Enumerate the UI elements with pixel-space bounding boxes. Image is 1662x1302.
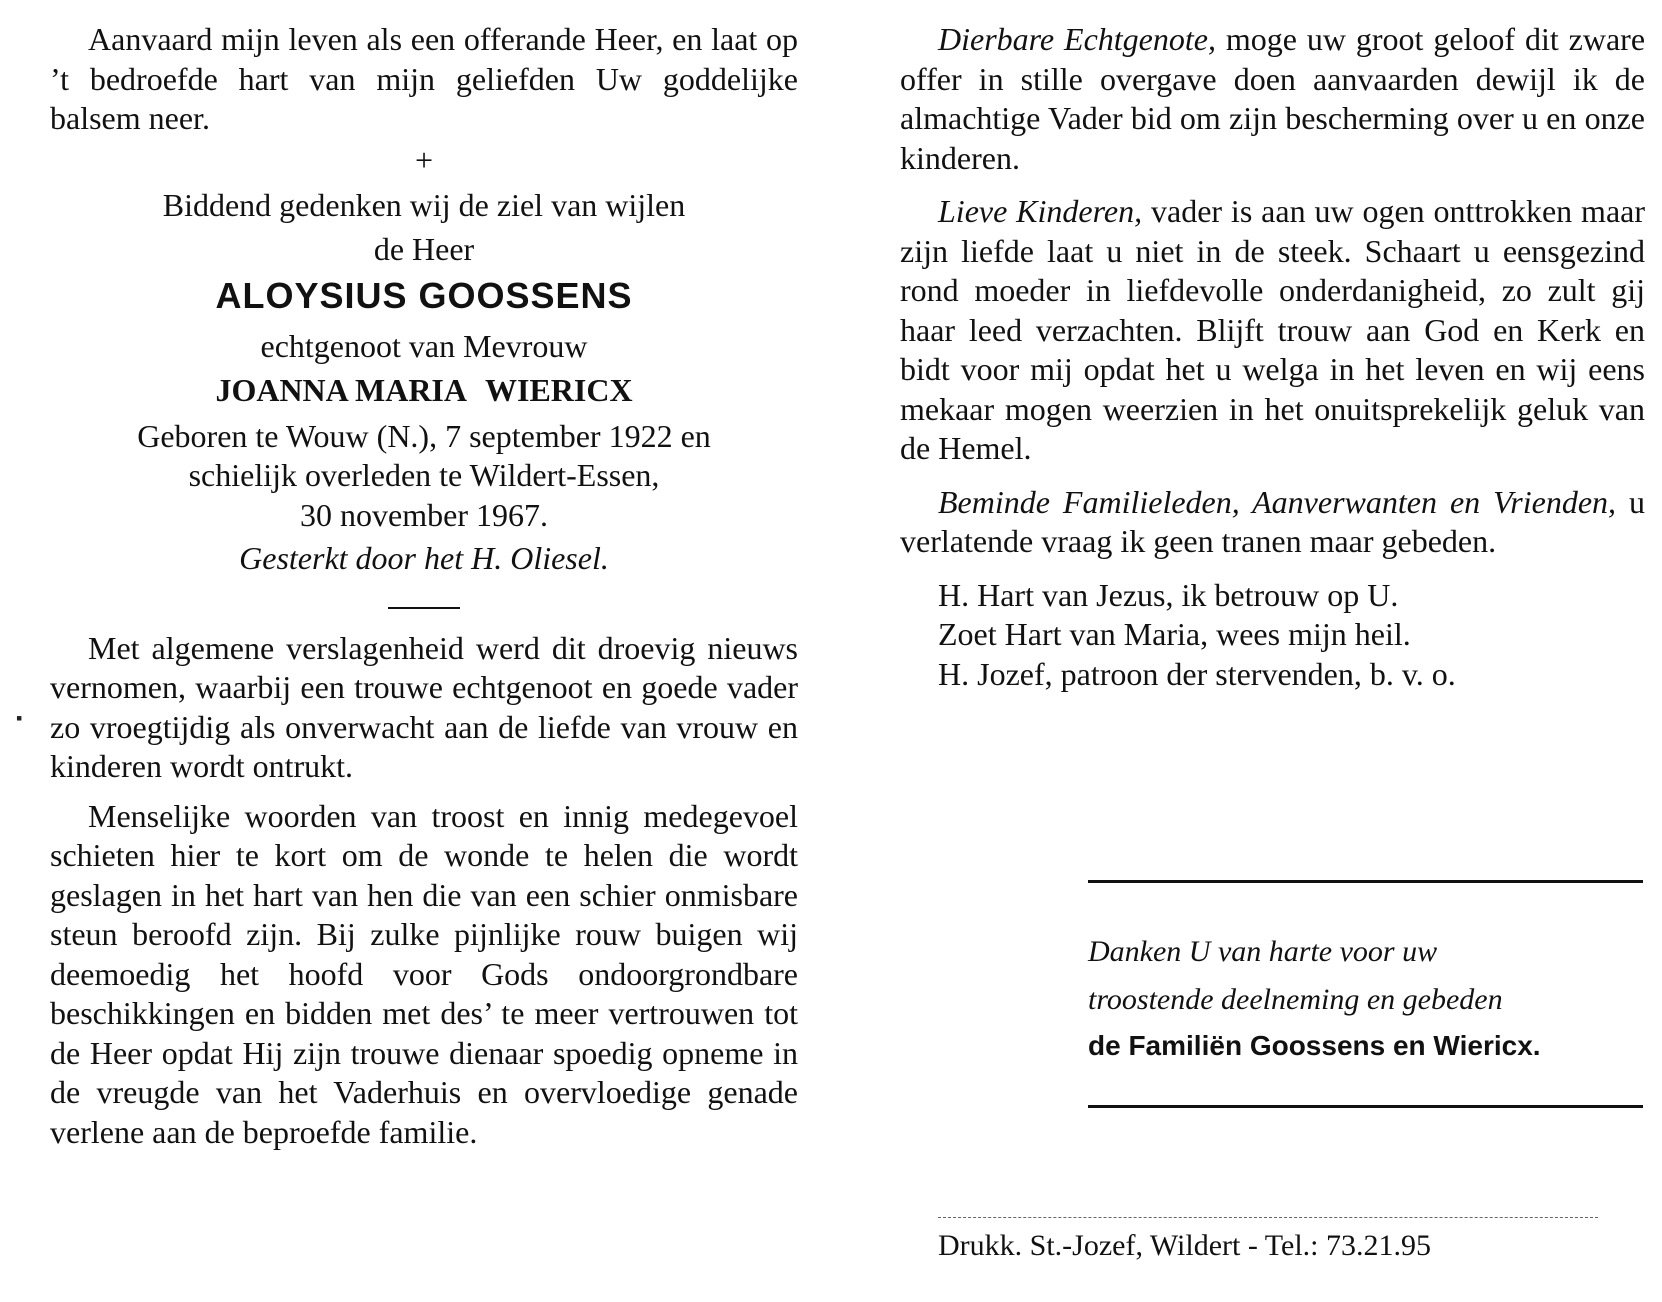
printer-credit [938, 1227, 1638, 1265]
children-address [900, 192, 1645, 469]
cross-symbol: + [414, 141, 434, 178]
prayer-line: H. Jozef, patroon der stervenden, b. v. o. [938, 655, 1456, 692]
sacrament-line: Gesterkt door het H. Oliesel. [239, 540, 609, 576]
thanks-rule-top [1088, 880, 1643, 883]
prayer-line: Zoet Hart van Maria, wees mijn heil. [938, 616, 1411, 652]
prayer-line: H. Hart van Jezus, ik betrouw op U. [938, 576, 1399, 613]
printer-text: Drukk. St.-Jozef, Wildert - Tel.: 73.21.95 [938, 1229, 1432, 1262]
spouse-name [50, 369, 798, 411]
section-divider [388, 607, 460, 609]
deceased-name: ALOYSIUS GOOSSENS [215, 275, 633, 316]
opening-verse: Aanvaard mijn leven als een offerande Heer, en laat op ’t bedroefde hart van mijn geliefden Uw goddelijke balsem neer. [50, 21, 798, 136]
spouse-first-names: JOANNA MARIA [215, 371, 467, 408]
thanks-line-2: troostende deelneming en gebeden [1088, 983, 1503, 1016]
margin-mark: ▪ [16, 708, 23, 728]
birth-death-line-1: Geboren te Wouw (N.), 7 september 1922 en [137, 417, 711, 454]
family-address-text: u verlatende vraag ik geen tranen maar gebeden. [900, 483, 1646, 559]
thanks-line-1: Danken U van harte voor uw [1088, 935, 1438, 968]
printer-dotted-rule [938, 1217, 1598, 1218]
thanks-signature: de Familiën Goossens en Wiericx. [1088, 1030, 1541, 1061]
birth-death-line-2: schielijk overleden te Wildert-Essen, [188, 457, 660, 493]
spouse-intro: echtgenoot van Mevrouw [260, 328, 588, 364]
spouse-address [900, 20, 1645, 178]
prayer-list [900, 576, 1645, 695]
thanks-rule-bottom [1088, 1105, 1643, 1108]
left-column [50, 20, 798, 1152]
right-column [900, 20, 1645, 694]
spouse-address-text: moge uw groot geloof dit zware offer in stille overgave doen aanvaarden dewijl ik de almachtige Vader bid om zijn bescherming over u en onze kinderen. [900, 21, 1646, 176]
spouse-address-lead: Dierbare Echtgenote, [938, 21, 1216, 57]
condolence-paragraph-1: Met algemene verslagenheid werd dit droevig nieuws vernomen, waarbij een trouwe echtgenoot en goede vader zo vroegtijdig als onverwacht aan de liefde van vrouw en kinderen wordt ontrukt. [50, 629, 798, 784]
spouse-surname: WIERICX [484, 371, 633, 408]
title-prefix: de Heer [373, 230, 475, 267]
family-address-lead: Beminde Familieleden, Aanverwanten en Vrienden, [938, 483, 1617, 520]
children-address-lead: Lieve Kinderen, [938, 193, 1143, 229]
thanks-block [1088, 928, 1648, 1068]
birth-death-line-3: 30 november 1967. [300, 496, 548, 533]
commemoration-line: Biddend gedenken wij de ziel van wijlen [162, 187, 686, 223]
condolence-paragraph-2: Menselijke woorden van troost en innig medegevoel schieten hier te kort om de wonde te helen die wordt geslagen in het hart van hen die van een schier onmisbare steun beroofd zijn. Bij zulke pijnlijke rouw buigen wij deemoedig het hoofd voor Gods ondoorgrondbare beschikkingen en bidden met des’ te meer vertrouwen tot de Heer opdat Hij zijn trouwe dienaar spoedig opneme in de vreugde van het Vaderhuis en overvloedige genade verlene aan de beproefde familie. [50, 797, 798, 1150]
children-address-text: vader is aan uw ogen onttrokken maar zijn liefde laat u niet in de steek. Schaart u eensgezind rond moeder in liefdevolle onderdanigheid, zo zult gij haar leed verzachten. Blijft trouw aan God en Kerk en bidt voor mij opdat het u welga in het leven en wij eens mekaar mogen weerzien in het onuitsprekelijk geluk van de Hemel. [900, 193, 1646, 466]
family-address [900, 483, 1645, 562]
